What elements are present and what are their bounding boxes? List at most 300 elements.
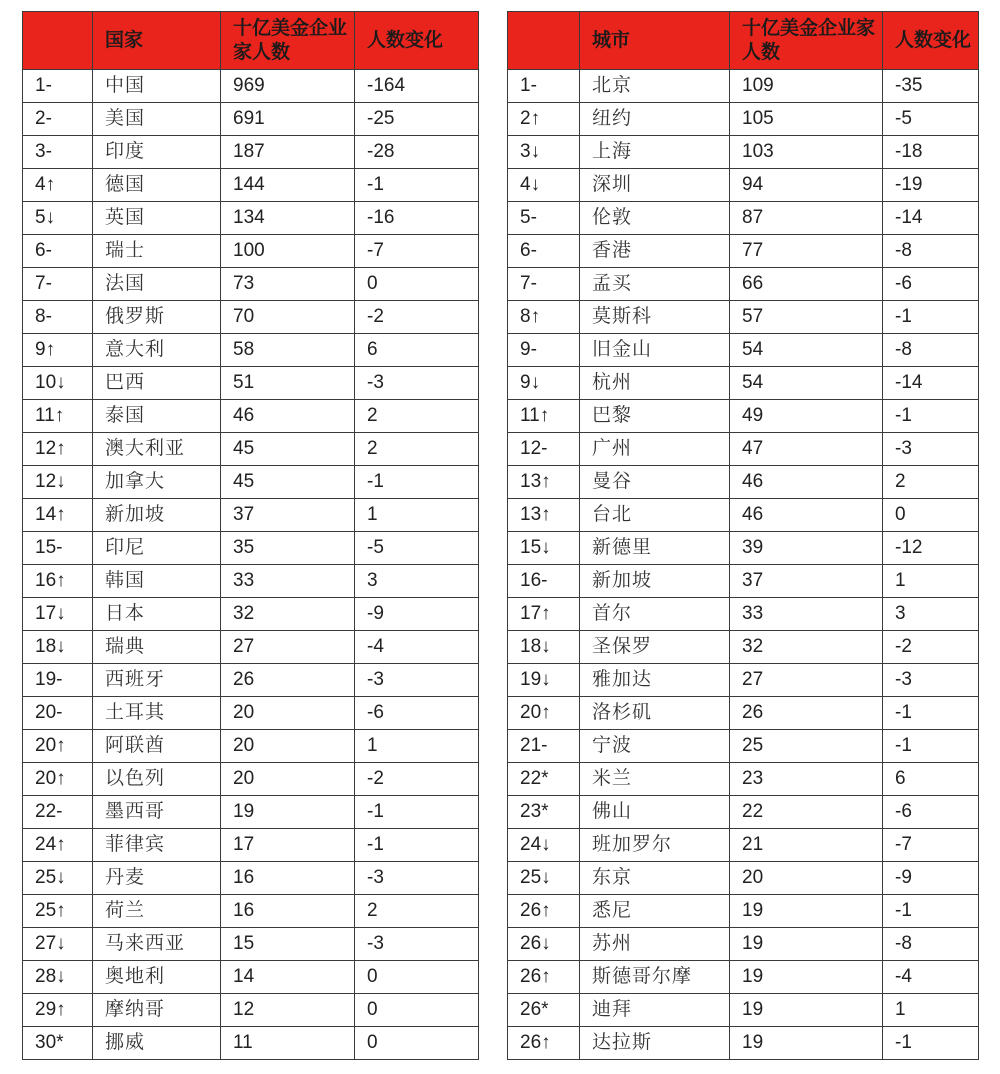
country-rank-cell: 11↑ [23,400,93,433]
city-billionaires-cell: 25 [730,730,883,763]
country-name-cell: 西班牙 [93,664,221,697]
city-change-cell: -5 [883,103,979,136]
country-table-row [23,70,479,103]
country-change-cell: -1 [355,466,479,499]
city-rank-cell: 23* [508,796,580,829]
city-name-cell: 伦敦 [580,202,730,235]
country-rank-cell: 10↓ [23,367,93,400]
country-change-cell: -2 [355,301,479,334]
city-change-cell: -1 [883,697,979,730]
country-change-cell: -25 [355,103,479,136]
city-billionaires-cell: 39 [730,532,883,565]
city-name-cell: 迪拜 [580,994,730,1027]
country-name-cell: 俄罗斯 [93,301,221,334]
city-change-cell: 1 [883,565,979,598]
city-change-cell: -35 [883,70,979,103]
country-change-cell: -3 [355,862,479,895]
city-billionaires-cell: 20 [730,862,883,895]
country-table-row [23,664,479,697]
city-billionaires-cell: 19 [730,994,883,1027]
country-change-cell: -164 [355,70,479,103]
city-change-cell: 1 [883,994,979,1027]
country-change-cell: 1 [355,499,479,532]
city-billionaires-cell: 37 [730,565,883,598]
city-name-cell: 巴黎 [580,400,730,433]
country-table-header-row [23,12,479,70]
city-billionaires-cell: 54 [730,334,883,367]
city-change-cell: -3 [883,664,979,697]
city-change-cell: -1 [883,1027,979,1060]
city-name-cell: 深圳 [580,169,730,202]
country-rank-cell: 25↓ [23,862,93,895]
country-name-cell: 丹麦 [93,862,221,895]
city-change-cell: 0 [883,499,979,532]
country-table-row [23,103,479,136]
country-name-cell: 阿联酋 [93,730,221,763]
country-billionaires-cell: 12 [221,994,355,1027]
country-rank-cell: 22- [23,796,93,829]
city-billionaires-cell: 19 [730,895,883,928]
city-name-cell: 悉尼 [580,895,730,928]
city-change-cell: -1 [883,730,979,763]
city-billionaires-cell: 19 [730,961,883,994]
city-table-row [508,862,979,895]
country-name-header: 国家 [93,12,221,70]
country-billionaires-cell: 73 [221,268,355,301]
country-billionaires-cell: 11 [221,1027,355,1060]
country-name-cell: 法国 [93,268,221,301]
country-table-row [23,697,479,730]
city-change-cell: -8 [883,235,979,268]
country-rank-cell: 6- [23,235,93,268]
country-table-row [23,565,479,598]
country-change-cell: -4 [355,631,479,664]
country-table-row [23,895,479,928]
city-change-cell: 2 [883,466,979,499]
country-billionaires-cell: 17 [221,829,355,862]
country-name-cell: 德国 [93,169,221,202]
country-name-cell: 意大利 [93,334,221,367]
city-billionaires-cell: 47 [730,433,883,466]
country-name-cell: 瑞士 [93,235,221,268]
country-name-cell: 马来西亚 [93,928,221,961]
city-change-cell: -7 [883,829,979,862]
country-table-row [23,763,479,796]
city-billionaires-cell: 46 [730,499,883,532]
country-rank-cell: 28↓ [23,961,93,994]
city-table-row [508,136,979,169]
city-table-row [508,829,979,862]
city-table-row [508,730,979,763]
country-billionaires-cell: 70 [221,301,355,334]
city-table-row [508,433,979,466]
country-change-cell: -3 [355,664,479,697]
city-rank-cell: 19↓ [508,664,580,697]
country-table-row [23,202,479,235]
country-billionaires-cell: 35 [221,532,355,565]
city-table-row [508,367,979,400]
country-table-row [23,235,479,268]
city-billionaires-cell: 94 [730,169,883,202]
city-name-cell: 圣保罗 [580,631,730,664]
country-rank-cell: 9↑ [23,334,93,367]
city-billionaires-header: 十亿美金企业家人数 [730,12,883,70]
city-table-row [508,103,979,136]
country-name-cell: 土耳其 [93,697,221,730]
city-name-cell: 佛山 [580,796,730,829]
country-table-row [23,169,479,202]
city-billionaires-cell: 33 [730,598,883,631]
city-table-row [508,664,979,697]
country-rank-cell: 24↑ [23,829,93,862]
city-change-cell: -14 [883,202,979,235]
country-rank-cell: 14↑ [23,499,93,532]
country-billionaires-cell: 16 [221,895,355,928]
city-change-cell: -4 [883,961,979,994]
country-billionaires-cell: 14 [221,961,355,994]
country-table-row [23,532,479,565]
country-name-cell: 菲律宾 [93,829,221,862]
city-rank-cell: 12- [508,433,580,466]
city-name-cell: 旧金山 [580,334,730,367]
country-table-row [23,301,479,334]
city-table-row [508,202,979,235]
city-billionaires-cell: 109 [730,70,883,103]
country-change-cell: -5 [355,532,479,565]
city-rank-header [508,12,580,70]
city-table-row [508,499,979,532]
country-billionaires-cell: 45 [221,433,355,466]
city-change-cell: -6 [883,268,979,301]
country-billionaires-cell: 58 [221,334,355,367]
country-change-cell: 2 [355,400,479,433]
city-name-header: 城市 [580,12,730,70]
city-name-cell: 苏州 [580,928,730,961]
city-billionaires-cell: 66 [730,268,883,301]
country-table-row [23,796,479,829]
country-change-cell: 0 [355,961,479,994]
country-name-cell: 巴西 [93,367,221,400]
country-rank-cell: 2- [23,103,93,136]
country-change-cell: -1 [355,796,479,829]
city-table-row [508,334,979,367]
city-billionaires-cell: 32 [730,631,883,664]
country-rank-cell: 17↓ [23,598,93,631]
country-name-cell: 英国 [93,202,221,235]
country-billionaires-cell: 969 [221,70,355,103]
country-table-row [23,466,479,499]
city-rank-cell: 15↓ [508,532,580,565]
city-rank-cell: 25↓ [508,862,580,895]
city-table-row [508,1027,979,1060]
city-name-cell: 新加坡 [580,565,730,598]
city-rank-cell: 26↑ [508,1027,580,1060]
country-table-row [23,598,479,631]
city-rank-cell: 13↑ [508,499,580,532]
city-change-cell: -1 [883,895,979,928]
country-table-row [23,961,479,994]
city-billionaires-cell: 27 [730,664,883,697]
country-rank-cell: 1- [23,70,93,103]
country-billionaires-cell: 19 [221,796,355,829]
city-change-cell: 3 [883,598,979,631]
country-billionaires-cell: 37 [221,499,355,532]
city-rank-cell: 22* [508,763,580,796]
city-billionaires-cell: 105 [730,103,883,136]
country-rank-cell: 29↑ [23,994,93,1027]
country-change-header: 人数变化 [355,12,479,70]
city-name-cell: 雅加达 [580,664,730,697]
city-table-row [508,70,979,103]
country-name-cell: 印尼 [93,532,221,565]
country-billionaires-cell: 51 [221,367,355,400]
country-change-cell: 6 [355,334,479,367]
city-name-cell: 曼谷 [580,466,730,499]
country-table-row [23,268,479,301]
country-change-cell: -3 [355,928,479,961]
city-billionaires-cell: 21 [730,829,883,862]
city-table-row [508,532,979,565]
country-name-cell: 美国 [93,103,221,136]
country-rank-cell: 8- [23,301,93,334]
country-rank-cell: 16↑ [23,565,93,598]
city-rank-cell: 9- [508,334,580,367]
country-name-cell: 以色列 [93,763,221,796]
city-rank-cell: 7- [508,268,580,301]
city-name-cell: 东京 [580,862,730,895]
country-table-row [23,631,479,664]
country-rank-cell: 20↑ [23,730,93,763]
city-table-row [508,763,979,796]
country-name-cell: 印度 [93,136,221,169]
country-change-cell: 0 [355,1027,479,1060]
city-change-cell: -9 [883,862,979,895]
city-name-cell: 上海 [580,136,730,169]
country-rank-cell: 5↓ [23,202,93,235]
city-name-cell: 班加罗尔 [580,829,730,862]
city-table-row [508,268,979,301]
city-rank-cell: 20↑ [508,697,580,730]
city-change-cell: -18 [883,136,979,169]
country-name-cell: 挪威 [93,1027,221,1060]
country-change-cell: -1 [355,829,479,862]
city-ranking-table [507,11,979,1060]
country-rank-cell: 7- [23,268,93,301]
country-rank-cell: 30* [23,1027,93,1060]
country-table-row [23,499,479,532]
country-billionaires-cell: 15 [221,928,355,961]
country-name-cell: 日本 [93,598,221,631]
city-billionaires-cell: 46 [730,466,883,499]
city-name-cell: 广州 [580,433,730,466]
city-name-cell: 北京 [580,70,730,103]
country-table-row [23,334,479,367]
city-change-cell: -8 [883,928,979,961]
city-name-cell: 米兰 [580,763,730,796]
country-billionaires-cell: 20 [221,763,355,796]
city-change-cell: 6 [883,763,979,796]
city-rank-cell: 21- [508,730,580,763]
country-billionaires-cell: 33 [221,565,355,598]
country-name-cell: 澳大利亚 [93,433,221,466]
city-name-cell: 台北 [580,499,730,532]
country-change-cell: -16 [355,202,479,235]
country-rank-cell: 4↑ [23,169,93,202]
city-table-row [508,598,979,631]
city-table-row [508,928,979,961]
country-name-cell: 新加坡 [93,499,221,532]
country-rank-cell: 25↑ [23,895,93,928]
country-name-cell: 摩纳哥 [93,994,221,1027]
city-rank-cell: 11↑ [508,400,580,433]
city-billionaires-cell: 22 [730,796,883,829]
country-rank-cell: 12↓ [23,466,93,499]
country-billionaires-cell: 100 [221,235,355,268]
city-name-cell: 杭州 [580,367,730,400]
city-table-row [508,994,979,1027]
city-rank-cell: 17↑ [508,598,580,631]
city-table-row [508,400,979,433]
country-name-cell: 奥地利 [93,961,221,994]
country-table-row [23,367,479,400]
city-change-cell: -14 [883,367,979,400]
country-table-row [23,433,479,466]
country-rank-cell: 12↑ [23,433,93,466]
city-billionaires-cell: 19 [730,928,883,961]
city-name-cell: 洛杉矶 [580,697,730,730]
country-rank-cell: 27↓ [23,928,93,961]
city-rank-cell: 3↓ [508,136,580,169]
city-billionaires-cell: 57 [730,301,883,334]
city-table-row [508,796,979,829]
country-billionaires-cell: 134 [221,202,355,235]
country-change-cell: -1 [355,169,479,202]
country-name-cell: 泰国 [93,400,221,433]
city-change-cell: -8 [883,334,979,367]
country-change-cell: -6 [355,697,479,730]
country-rank-header [23,12,93,70]
city-rank-cell: 16- [508,565,580,598]
country-name-cell: 韩国 [93,565,221,598]
country-rank-cell: 3- [23,136,93,169]
city-change-cell: -12 [883,532,979,565]
city-table-row [508,466,979,499]
city-rank-cell: 26* [508,994,580,1027]
city-change-cell: -6 [883,796,979,829]
city-rank-cell: 8↑ [508,301,580,334]
city-billionaires-cell: 19 [730,1027,883,1060]
country-billionaires-cell: 45 [221,466,355,499]
country-billionaires-cell: 26 [221,664,355,697]
city-rank-cell: 24↓ [508,829,580,862]
city-billionaires-cell: 54 [730,367,883,400]
city-change-cell: -2 [883,631,979,664]
country-billionaires-cell: 144 [221,169,355,202]
city-change-header: 人数变化 [883,12,979,70]
city-name-cell: 孟买 [580,268,730,301]
country-rank-cell: 20- [23,697,93,730]
country-billionaires-cell: 32 [221,598,355,631]
country-billionaires-cell: 20 [221,730,355,763]
city-rank-cell: 6- [508,235,580,268]
country-billionaires-cell: 187 [221,136,355,169]
city-table-row [508,301,979,334]
city-change-cell: -3 [883,433,979,466]
country-name-cell: 墨西哥 [93,796,221,829]
country-rank-cell: 18↓ [23,631,93,664]
city-billionaires-cell: 23 [730,763,883,796]
city-name-cell: 首尔 [580,598,730,631]
city-rank-cell: 9↓ [508,367,580,400]
city-table-row [508,895,979,928]
city-rank-cell: 26↑ [508,895,580,928]
city-rank-cell: 2↑ [508,103,580,136]
country-table-row [23,829,479,862]
country-change-cell: -28 [355,136,479,169]
city-rank-cell: 18↓ [508,631,580,664]
city-billionaires-cell: 49 [730,400,883,433]
city-rank-cell: 4↓ [508,169,580,202]
city-billionaires-cell: 77 [730,235,883,268]
city-billionaires-cell: 87 [730,202,883,235]
country-table-row [23,862,479,895]
city-rank-cell: 1- [508,70,580,103]
country-name-cell: 中国 [93,70,221,103]
city-name-cell: 达拉斯 [580,1027,730,1060]
country-change-cell: -2 [355,763,479,796]
country-table-row [23,400,479,433]
country-change-cell: 2 [355,895,479,928]
city-billionaires-cell: 26 [730,697,883,730]
city-name-cell: 宁波 [580,730,730,763]
country-table-row [23,730,479,763]
country-change-cell: -9 [355,598,479,631]
city-name-cell: 莫斯科 [580,301,730,334]
country-name-cell: 荷兰 [93,895,221,928]
country-table-row [23,1027,479,1060]
country-name-cell: 瑞典 [93,631,221,664]
country-change-cell: 1 [355,730,479,763]
city-table-row [508,235,979,268]
city-table-row [508,565,979,598]
city-table-row [508,961,979,994]
country-change-cell: 3 [355,565,479,598]
country-rank-cell: 19- [23,664,93,697]
city-change-cell: -19 [883,169,979,202]
country-ranking-table [22,11,479,1060]
country-change-cell: -7 [355,235,479,268]
city-rank-cell: 5- [508,202,580,235]
country-billionaires-header: 十亿美金企业家人数 [221,12,355,70]
country-change-cell: 2 [355,433,479,466]
city-name-cell: 新德里 [580,532,730,565]
city-table-header-row [508,12,979,70]
city-name-cell: 香港 [580,235,730,268]
country-rank-cell: 15- [23,532,93,565]
city-billionaires-cell: 103 [730,136,883,169]
country-change-cell: -3 [355,367,479,400]
country-rank-cell: 20↑ [23,763,93,796]
city-table-row [508,631,979,664]
country-table-row [23,928,479,961]
city-name-cell: 斯德哥尔摩 [580,961,730,994]
country-billionaires-cell: 691 [221,103,355,136]
country-change-cell: 0 [355,994,479,1027]
country-billionaires-cell: 20 [221,697,355,730]
country-table-row [23,994,479,1027]
city-change-cell: -1 [883,400,979,433]
city-table-row [508,169,979,202]
